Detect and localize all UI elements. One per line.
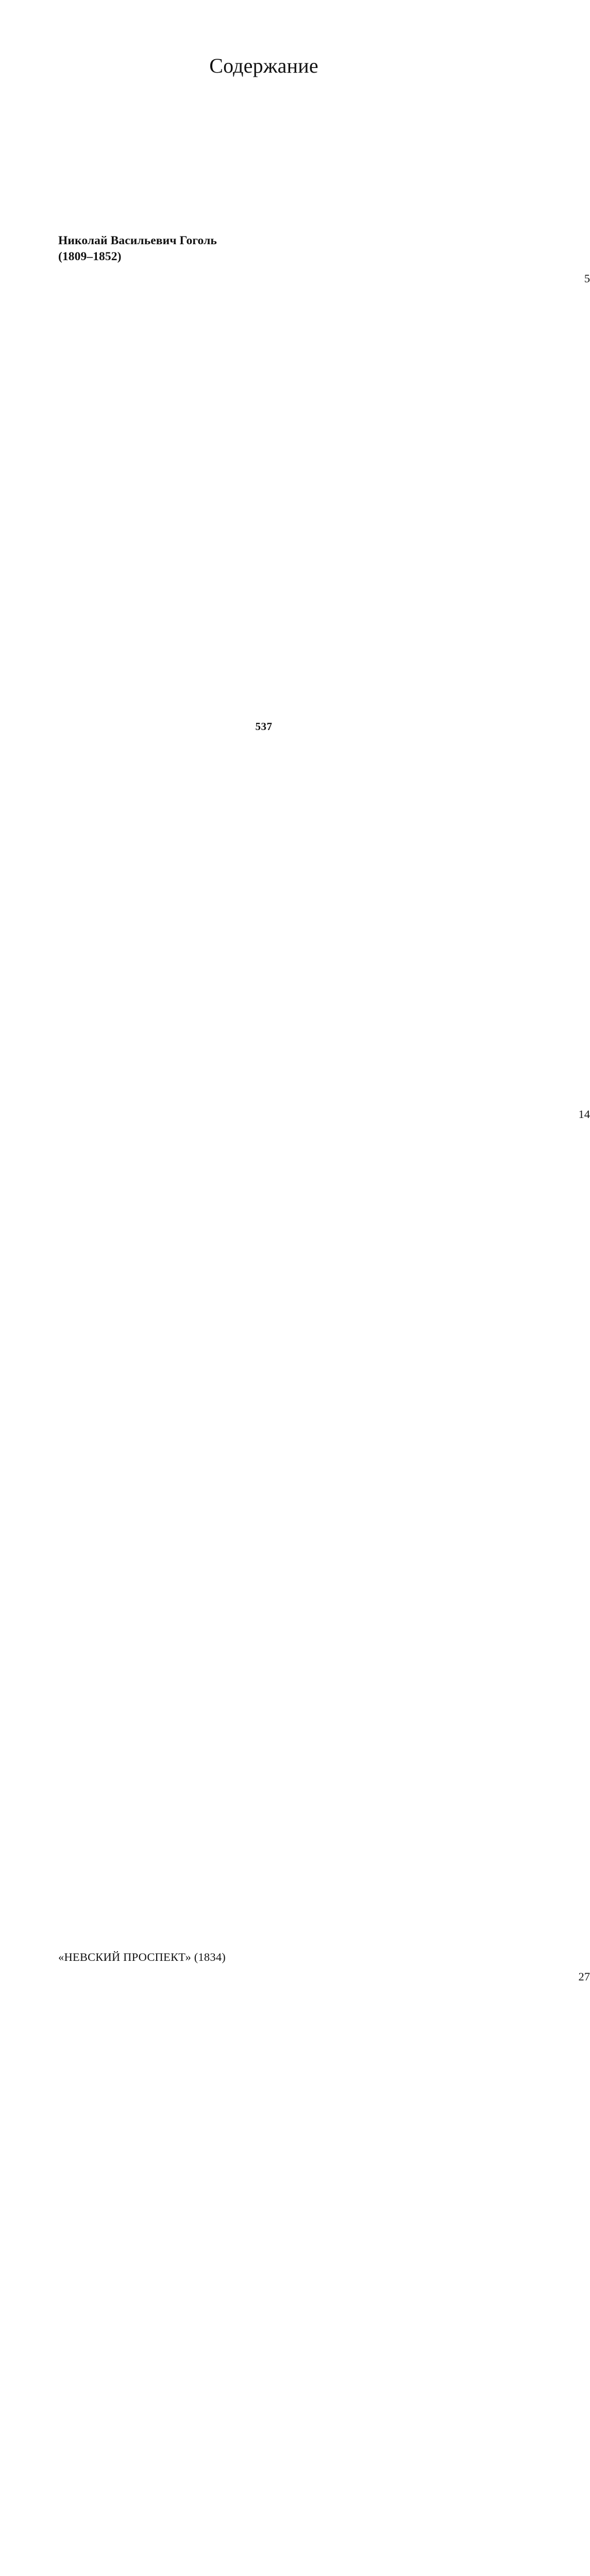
toc-entry-page: 14: [578, 1108, 590, 1121]
page-title: Содержание: [209, 54, 318, 77]
toc-entry[interactable]: [58, 1104, 590, 1940]
toc-entry[interactable]: [58, 268, 590, 1104]
page-folio: 537: [255, 720, 273, 733]
work-heading-nevsky: «НЕВСКИЙ ПРОСПЕКТ» (1834): [58, 1951, 226, 1963]
author-dates: (1809–1852): [58, 250, 122, 263]
toc-entry[interactable]: [58, 1967, 590, 2576]
toc-content: [58, 233, 590, 2576]
author-heading: [58, 233, 469, 265]
toc-entry-page: 5: [584, 272, 590, 285]
toc-entry-page: 27: [578, 1970, 590, 1983]
author-name: Николай Васильевич Гоголь: [58, 234, 217, 247]
